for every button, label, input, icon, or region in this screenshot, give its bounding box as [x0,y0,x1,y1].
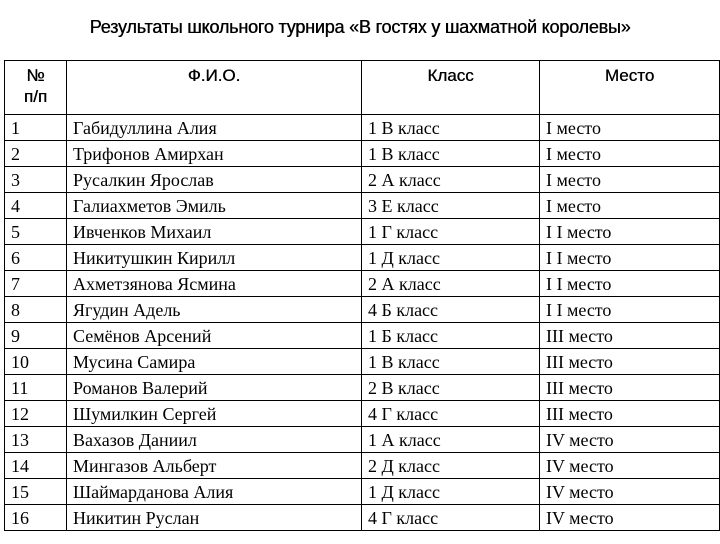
cell-class: 1 Г класс [362,219,540,245]
table-row [5,271,720,297]
cell-number: 11 [5,375,67,401]
cell-name: Шумилкин Сергей [67,401,362,427]
table-row [5,167,720,193]
cell-place: IV место [540,479,720,505]
page-title: Результаты школьного турнира «В гостях у шахматной королевы» [89,17,631,37]
cell-place: IV место [540,427,720,453]
cell-place: I место [540,141,720,167]
cell-class: 2 Д класс [362,453,540,479]
cell-place: III место [540,375,720,401]
cell-class: 3 Е класс [362,193,540,219]
cell-class: 1 А класс [362,427,540,453]
header-row [5,61,720,115]
cell-class: 4 Г класс [362,401,540,427]
cell-number: 16 [5,505,67,531]
table-row [5,427,720,453]
cell-number: 9 [5,323,67,349]
cell-place: IV место [540,505,720,531]
cell-name: Ахметзянова Ясмина [67,271,362,297]
cell-name: Семёнов Арсений [67,323,362,349]
cell-name: Мусина Самира [67,349,362,375]
table-row [5,505,720,531]
cell-class: 1 Д класс [362,245,540,271]
table-row [5,193,720,219]
table-row [5,115,720,141]
cell-number: 1 [5,115,67,141]
cell-class: 1 Д класс [362,479,540,505]
cell-place: III место [540,349,720,375]
table-row [5,479,720,505]
cell-name: Ивченков Михаил [67,219,362,245]
header-class: Класс [362,61,540,115]
cell-number: 14 [5,453,67,479]
table-row [5,323,720,349]
header-number [5,61,67,115]
cell-name: Никитин Руслан [67,505,362,531]
table-row [5,375,720,401]
cell-class: 4 Г класс [362,505,540,531]
table-row [5,349,720,375]
cell-class: 4 Б класс [362,297,540,323]
cell-place: I I место [540,297,720,323]
header-place: Место [540,61,720,115]
cell-place: I I место [540,271,720,297]
table-row [5,245,720,271]
cell-number: 13 [5,427,67,453]
cell-name: Никитушкин Кирилл [67,245,362,271]
cell-name: Галиахметов Эмиль [67,193,362,219]
cell-place: I I место [540,219,720,245]
cell-name: Трифонов Амирхан [67,141,362,167]
cell-place: IV место [540,453,720,479]
cell-class: 2 В класс [362,375,540,401]
cell-name: Романов Валерий [67,375,362,401]
cell-number: 15 [5,479,67,505]
cell-number: 10 [5,349,67,375]
table-header [5,61,720,115]
cell-class: 1 В класс [362,141,540,167]
header-number-line2: п/п [23,87,48,106]
table-body [5,115,720,531]
cell-name: Вахазов Даниил [67,427,362,453]
cell-number: 4 [5,193,67,219]
cell-number: 2 [5,141,67,167]
table-row [5,453,720,479]
header-number-line1: № [26,66,45,85]
cell-class: 1 В класс [362,115,540,141]
table-row [5,141,720,167]
table-row [5,219,720,245]
cell-place: I место [540,167,720,193]
table-row [5,297,720,323]
cell-class: 1 В класс [362,349,540,375]
cell-number: 7 [5,271,67,297]
header-name: Ф.И.О. [67,61,362,115]
cell-number: 5 [5,219,67,245]
cell-name: Ягудин Адель [67,297,362,323]
table-row [5,401,720,427]
cell-number: 8 [5,297,67,323]
results-table [4,60,720,531]
cell-class: 1 Б класс [362,323,540,349]
cell-name: Габидуллина Алия [67,115,362,141]
cell-class: 2 А класс [362,167,540,193]
cell-place: III место [540,323,720,349]
cell-place: I место [540,115,720,141]
cell-place: I место [540,193,720,219]
cell-name: Шаймарданова Алия [67,479,362,505]
cell-name: Русалкин Ярослав [67,167,362,193]
cell-name: Мингазов Альберт [67,453,362,479]
cell-place: III место [540,401,720,427]
cell-place: I I место [540,245,720,271]
cell-number: 6 [5,245,67,271]
cell-number: 12 [5,401,67,427]
cell-class: 2 А класс [362,271,540,297]
cell-number: 3 [5,167,67,193]
